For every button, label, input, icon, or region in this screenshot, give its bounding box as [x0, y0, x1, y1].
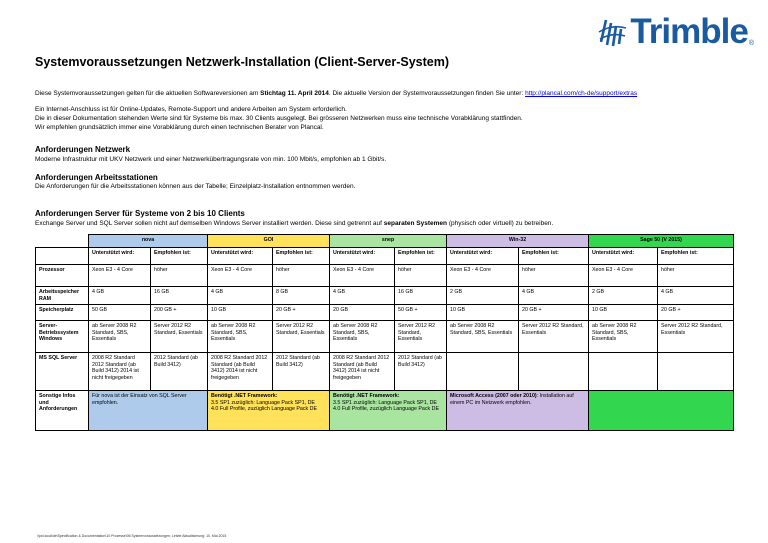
row-label: Speicherplatz — [36, 305, 89, 321]
table-cell: ab Server 2008 R2 Standard, SBS, Essentials — [208, 321, 273, 353]
heading-server: Anforderungen Server für Systeme von 2 bis 10 Clients — [35, 209, 245, 218]
snep-net-heading: Benötigt .NET Framework: — [333, 393, 400, 400]
goi-net-line1: 3.5 SP1 zuzüglich: Language Pack SP1, DE — [211, 399, 315, 406]
table-cell: Server 2012 R2 Standard, Essentials — [658, 321, 734, 353]
table-row-disk — [36, 305, 734, 321]
product-header-nova: nova — [89, 235, 208, 248]
snep-net-line2: 4.0 Full Profile, zuzüglich Language Pack DE — [333, 406, 439, 413]
table-cell: Xeon E3 - 4 Core — [89, 265, 151, 287]
goi-net-cell — [208, 391, 330, 431]
table-cell: höher — [519, 265, 589, 287]
intro-prefix: Diese Systemvoraussetzungen gelten für die aktuellen Softwareversionen am — [35, 90, 261, 97]
table-cell: 2012 Standard (ab Build 3412) — [151, 353, 208, 391]
row-label: MS SQL Server — [36, 353, 89, 391]
table-cell: 4 GB — [519, 287, 589, 305]
table-cell — [447, 353, 519, 391]
intro-middle: . Die aktuelle Version der Systemvoraussetzungen finden Sie unter: — [328, 90, 526, 97]
table-cell: Server 2012 R2 Standard, Essentials — [151, 321, 208, 353]
server-text-bold: separaten Systemen — [383, 220, 448, 227]
goi-net-line2: 4.0 Full Profile, zuzüglich Language Pack DE — [211, 406, 317, 413]
row-label: Arbeitsspeicher RAM — [36, 287, 89, 305]
table-cell: 20 GB + — [658, 305, 734, 321]
table-row-sql — [36, 353, 734, 391]
row-label: Sonstige Infos und Anforderungen — [36, 391, 89, 431]
table-cell: höher — [395, 265, 447, 287]
table-cell: 16 GB — [151, 287, 208, 305]
table-cell: 20 GB + — [273, 305, 330, 321]
note-consult: Wir empfehlen grundsätzlich immer eine Vorabklärung durch einen technischen Berater von Plancal. — [35, 124, 324, 131]
subheader-rec: Empfohlen ist: — [658, 248, 734, 265]
product-header-goi: GOI — [208, 235, 330, 248]
intro-date: Stichtag 11. April 2014 — [260, 90, 329, 97]
subheader-label — [36, 248, 89, 265]
subheader-min: Unterstützt wird: — [589, 248, 658, 265]
table-cell: 2008 R2 Standard 2012 Standard (ab Build 3412) 2014 ist nicht freigegeben — [208, 353, 273, 391]
table-cell: ab Server 2008 R2 Standard, SBS, Essentials — [89, 321, 151, 353]
table-cell: 10 GB — [589, 305, 658, 321]
table-cell: Xeon E3 - 4 Core — [589, 265, 658, 287]
table-cell — [658, 353, 734, 391]
footer-path: \\pct.local\de\Specification & Documentation\10 Prozesse\06 Systemvoraussetzungen; Letzte Aktualisierung: 10. Mai 2015 — [37, 534, 227, 538]
subheader-min: Unterstützt wird: — [330, 248, 395, 265]
table-cell: höher — [151, 265, 208, 287]
heading-network: Anforderungen Netzwerk — [35, 145, 131, 154]
table-cell: 10 GB — [208, 305, 273, 321]
product-header-win32: Win-32 — [447, 235, 589, 248]
win32-info-cell — [447, 391, 589, 431]
trimble-logo — [598, 14, 754, 49]
corner-cell — [36, 235, 89, 248]
server-text-suffix: (physisch oder virtuell) zu betreiben. — [447, 220, 554, 227]
product-header-sage: Sage 50 (V 2015) — [589, 235, 734, 248]
subheader-rec: Empfohlen ist: — [151, 248, 208, 265]
table-cell: Xeon E3 - 4 Core — [208, 265, 273, 287]
row-label: Prozessor — [36, 265, 89, 287]
subheader-rec: Empfohlen ist: — [273, 248, 330, 265]
table-cell: 2008 R2 Standard 2012 Standard (ab Build 3412) 2014 ist nicht freigegeben — [330, 353, 395, 391]
table-cell: Server 2012 R2 Standard, Essentials — [519, 321, 589, 353]
table-cell: 16 GB — [395, 287, 447, 305]
goi-net-heading: Benötigt .NET Framework: — [211, 393, 278, 400]
snep-net-cell — [330, 391, 447, 431]
win32-info-bold: Microsoft Access (2007 oder 2010) — [450, 393, 537, 400]
table-cell: 2012 Standard (ab Build 3412) — [273, 353, 330, 391]
table-cell — [589, 353, 658, 391]
table-row-cpu — [36, 265, 734, 287]
table-cell: 4 GB — [658, 287, 734, 305]
table-cell: 50 GB — [89, 305, 151, 321]
intro-paragraph — [35, 90, 637, 99]
table-cell: 2012 Standard (ab Build 3412) — [395, 353, 447, 391]
table-cell: ab Server 2008 R2 Standard, SBS, Essentials — [589, 321, 658, 353]
row-label: Server-Betriebssystem Windows — [36, 321, 89, 353]
table-cell: 20 GB + — [519, 305, 589, 321]
trimble-globe-icon — [598, 15, 628, 49]
table-cell — [519, 353, 589, 391]
subheader-row — [36, 248, 734, 265]
text-server — [35, 220, 553, 229]
product-header-snep: snep — [330, 235, 447, 248]
sage-info-cell — [589, 391, 734, 431]
table-row-other — [36, 391, 734, 431]
subheader-min: Unterstützt wird: — [208, 248, 273, 265]
snep-net-line1: 3.5 SP1 zuzüglich: Language Pack SP1, DE — [333, 399, 437, 406]
table-cell: 2 GB — [447, 287, 519, 305]
table-cell: höher — [658, 265, 734, 287]
win32-info-rest: : Installation auf einem PC im Netzwerk empfohlen. — [450, 393, 574, 406]
table-cell: 2008 R2 Standard 2012 Standard (ab Build 3412) 2014 ist nicht freigegeben — [89, 353, 151, 391]
support-link[interactable]: http://plancal.com/ch-de/support/extras — [525, 90, 638, 97]
table-cell: Server 2012 R2 Standard, Essentials — [273, 321, 330, 353]
registered-mark: ® — [748, 40, 754, 47]
table-cell: 4 GB — [89, 287, 151, 305]
table-cell: höher — [273, 265, 330, 287]
note-clients: Die in dieser Dokumentation stehenden Werte sind für Systeme bis max. 30 Clients ausgelegt. Bei grösseren Netzwerken muss eine technische Vorabklärung stattfinden. — [35, 115, 523, 122]
table-cell: Xeon E3 - 4 Core — [330, 265, 395, 287]
heading-workstations: Anforderungen Arbeitsstationen — [35, 173, 158, 182]
table-cell: 4 GB — [330, 287, 395, 305]
subheader-rec: Empfohlen ist: — [519, 248, 589, 265]
table-cell: 2 GB — [589, 287, 658, 305]
page-title: Systemvoraussetzungen Netzwerk-Installation (Client-Server-System) — [35, 55, 450, 69]
table-cell: ab Server 2008 R2 Standard, SBS, Essentials — [330, 321, 395, 353]
text-network: Moderne Infrastruktur mit UKV Netzwerk und einer Netzwerkübertragungsrate von min. 100 Mbit/s, empfohlen ab 1 Gbit/s. — [35, 156, 387, 163]
table-row-os — [36, 321, 734, 353]
table-cell: 10 GB — [447, 305, 519, 321]
table-row-ram — [36, 287, 734, 305]
subheader-min: Unterstützt wird: — [447, 248, 519, 265]
table-cell: 8 GB — [273, 287, 330, 305]
product-header-row — [36, 235, 734, 248]
table-cell: Server 2012 R2 Standard, Essentials — [395, 321, 447, 353]
nova-info-cell: Für nova ist der Einsatz von SQL Server empfohlen. — [89, 391, 208, 431]
table-cell: 200 GB + — [151, 305, 208, 321]
table-cell: ab Server 2008 R2 Standard, SBS, Essentials — [447, 321, 519, 353]
text-workstations: Die Anforderungen für die Arbeitsstationen können aus der Tabelle; Einzelplatz-Installation entnommen werden. — [35, 183, 356, 190]
server-text-prefix: Exchange Server und SQL Server sollen nicht auf demselben Windows Server installiert werden. Diese sind getrennt auf — [35, 220, 384, 227]
subheader-min: Unterstützt wird: — [89, 248, 151, 265]
subheader-rec: Empfohlen ist: — [395, 248, 447, 265]
logo-wordmark: Trimble — [630, 12, 748, 51]
server-requirements-table — [35, 234, 734, 431]
table-cell: 4 GB — [208, 287, 273, 305]
table-cell: 20 GB — [330, 305, 395, 321]
note-internet: Ein Internet-Anschluss ist für Online-Updates, Remote-Support und andere Arbeiten am System erforderlich. — [35, 106, 347, 113]
table-cell: Xeon E3 - 4 Core — [447, 265, 519, 287]
table-cell: 50 GB + — [395, 305, 447, 321]
